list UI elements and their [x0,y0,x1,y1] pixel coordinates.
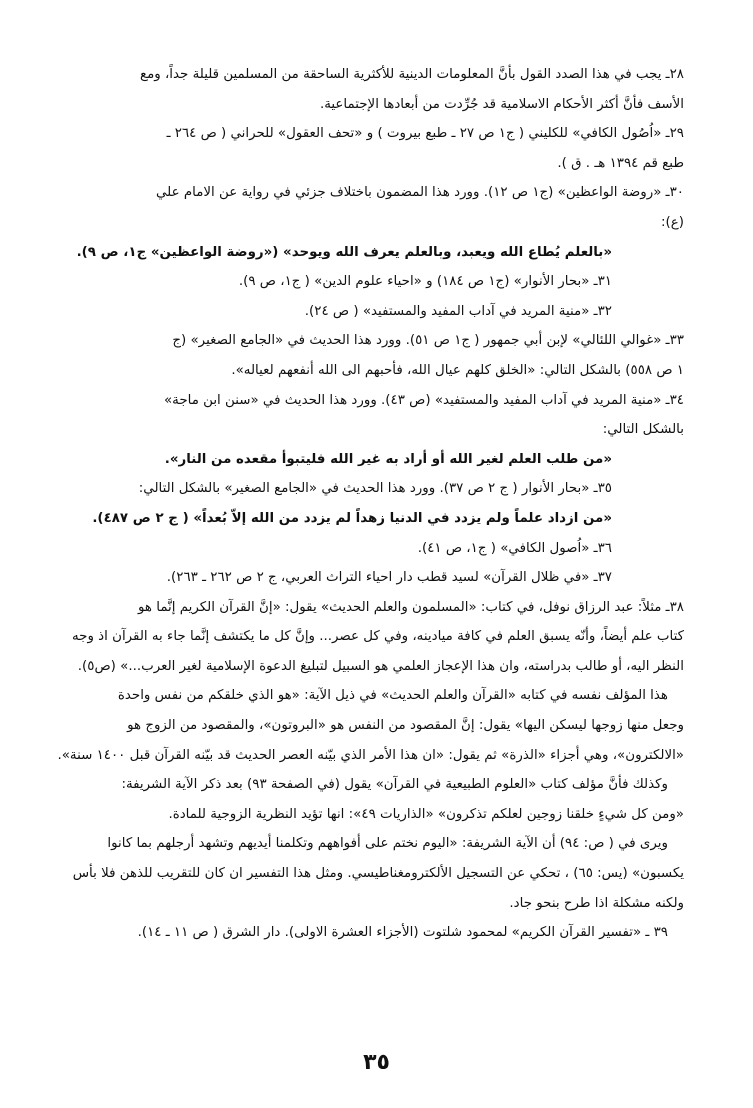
footnotes-block [57,60,684,948]
text-line: الأسف فأنَّ أكثر الأحكام الاسلامية قد جُرِّدت من أبعادها الإجتماعية. [319,96,684,112]
text-line: ٣٦ـ «اُصول الكافي» ( ج١، ص ٤١). [417,540,612,556]
text-line: وكذلك فأنَّ مؤلف كتاب «العلوم الطبيعية في القرآن» يقول (في الصفحة ٩٣) بعد ذكر الآية الشريفة: [121,777,668,793]
text-line: «ومن كل شيءٍ خلقنا زوجين لعلكم تذكرون» «الذاريات ٤٩»: انها تؤيد النظرية الزوجية للمادة. [168,806,684,822]
text-line: ٣٩ ـ «تفسير القرآن الكريم» لمحمود شلتوت (الأجزاء العشرة الاولى). دار الشرق ( ص ١١ ـ ١٤). [137,925,668,941]
text-line: ولكنه مشكلة اذا طرح بنحو جاد. [509,895,684,911]
text-line: يكسبون» (يس: ٦٥) ، تحكي عن التسجيل الألكترومغناطيسي. ومثل هذا التفسير ان كان للتقريب للذهن فلا بأس [72,866,684,882]
text-line: ٣١ـ «بحار الأنوار» (ج١ ص ١٨٤) و «احياء علوم الدين» ( ج١، ص ٩). [238,274,612,290]
text-line: ٣٠ـ «روضة الواعظين» (ج١ ص ١٢). وورد هذا المضمون باختلاف جزئي في رواية عن الامام علي [156,185,684,201]
text-line: ٣٧ـ «في ظلال القرآن» لسيد قطب دار احياء التراث العربي، ج ٢ ص ٢٦٢ ـ ٢٦٣). [166,570,612,586]
text-line: بالشكل التالي: [602,422,684,438]
text-line: ٣٥ـ «بحار الأنوار ( ج ٢ ص ٣٧). وورد هذا الحديث في «الجامع الصغير» بالشكل التالي: [138,481,612,497]
text-line: ٣٤ـ «منية المريد في آداب المفيد والمستفيد» (ص ٤٣). وورد هذا الحديث في «سنن ابن ماجة» [163,392,684,408]
quote-line: «من طلب العلم لغير الله أو أراد به غير الله فليتبوأ مقعده من النار». [164,451,612,467]
text-line: ٣٣ـ «غوالي اللئالي» لإبن أبي جمهور ( ج١ ص ٥١). وورد هذا الحديث في «الجامع الصغير» (ج [172,333,684,349]
quote-line: «بالعلم يُطاع الله ويعبد، وبالعلم يعرف الله ويوحد» («روضة الواعظين» ج١، ص ٩). [76,244,612,260]
text-line: ٢٩ـ «اُصُول الكافي» للكليني ( ج١ ص ٢٧ ـ طبع بيروت ) و «تحف العقول» للحراني ( ص ٢٦٤ ـ [166,126,684,142]
text-line: ٣٨ـ مثلاً: عبد الرزاق نوفل، في كتاب: «المسلمون والعلم الحديث» يقول: «إنَّ القرآن الكريم إنَّما هو [138,599,684,615]
text-line: (ع): [661,214,684,230]
text-line: كتاب علم أيضاً، وأنّه يسبق العلم في كافة ميادينه، وفي كل عصر... وإنَّ كل ما يكتشف إنَّما جاء به القرآن اذ وجه [71,629,684,645]
text-line: «الالكترون»، وهي أجزاء «الذرة» ثم يقول: «ان هذا الأمر الذي بيّنه العصر الحديث قد بيّنه القرآن قبل ١٤٠٠ سنة». [57,747,684,763]
text-line: ٢٨ـ يجب في هذا الصدد القول بأنَّ المعلومات الدينية للأكثرية الساحقة من المسلمين قليلة جداً، ومع [139,67,684,82]
text-line: النظر اليه، أو طالب بدراسته، وان هذا الإعجاز العلمي هو السبيل لتبليغ الدعوة الإسلامية لغير العرب...» (ص٥). [77,658,684,674]
text-line: وجعل منها زوجها ليسكن اليها» يقول: إنَّ المقصود من النفس هو «البروتون»، والمقصود من الزوج هو [127,718,684,734]
quote-line: «من ازداد علماً ولم يزدد في الدنيا زهداً لم يزدد من الله إلاّ بُعداً» ( ج ٢ ص ٤٨٧). [92,510,612,526]
text-line: ١ ص ٥٥٨) بالشكل التالي: «الخلق كلهم عيال الله، فأحبهم الى الله أنفعهم لعياله». [231,362,684,378]
text-line: هذا المؤلف نفسه في كتابه «القرآن والعلم الحديث» في ذيل الآية: «هو الذي خلقكم من نفس واحدة [117,688,668,704]
text-line: ويرى في ( ص: ٩٤) أن الآية الشريفة: «اليوم نختم على أفواههم وتكلمنا أيديهم وتشهد أرجلهم بما كانوا [107,836,668,852]
page-number: ٣٥ [363,1050,390,1075]
text-line: طبع قم ١٣٩٤ هـ . ق ). [557,155,684,171]
text-line: ٣٢ـ «منية المريد في آداب المفيد والمستفيد» ( ص ٢٤). [304,303,612,319]
